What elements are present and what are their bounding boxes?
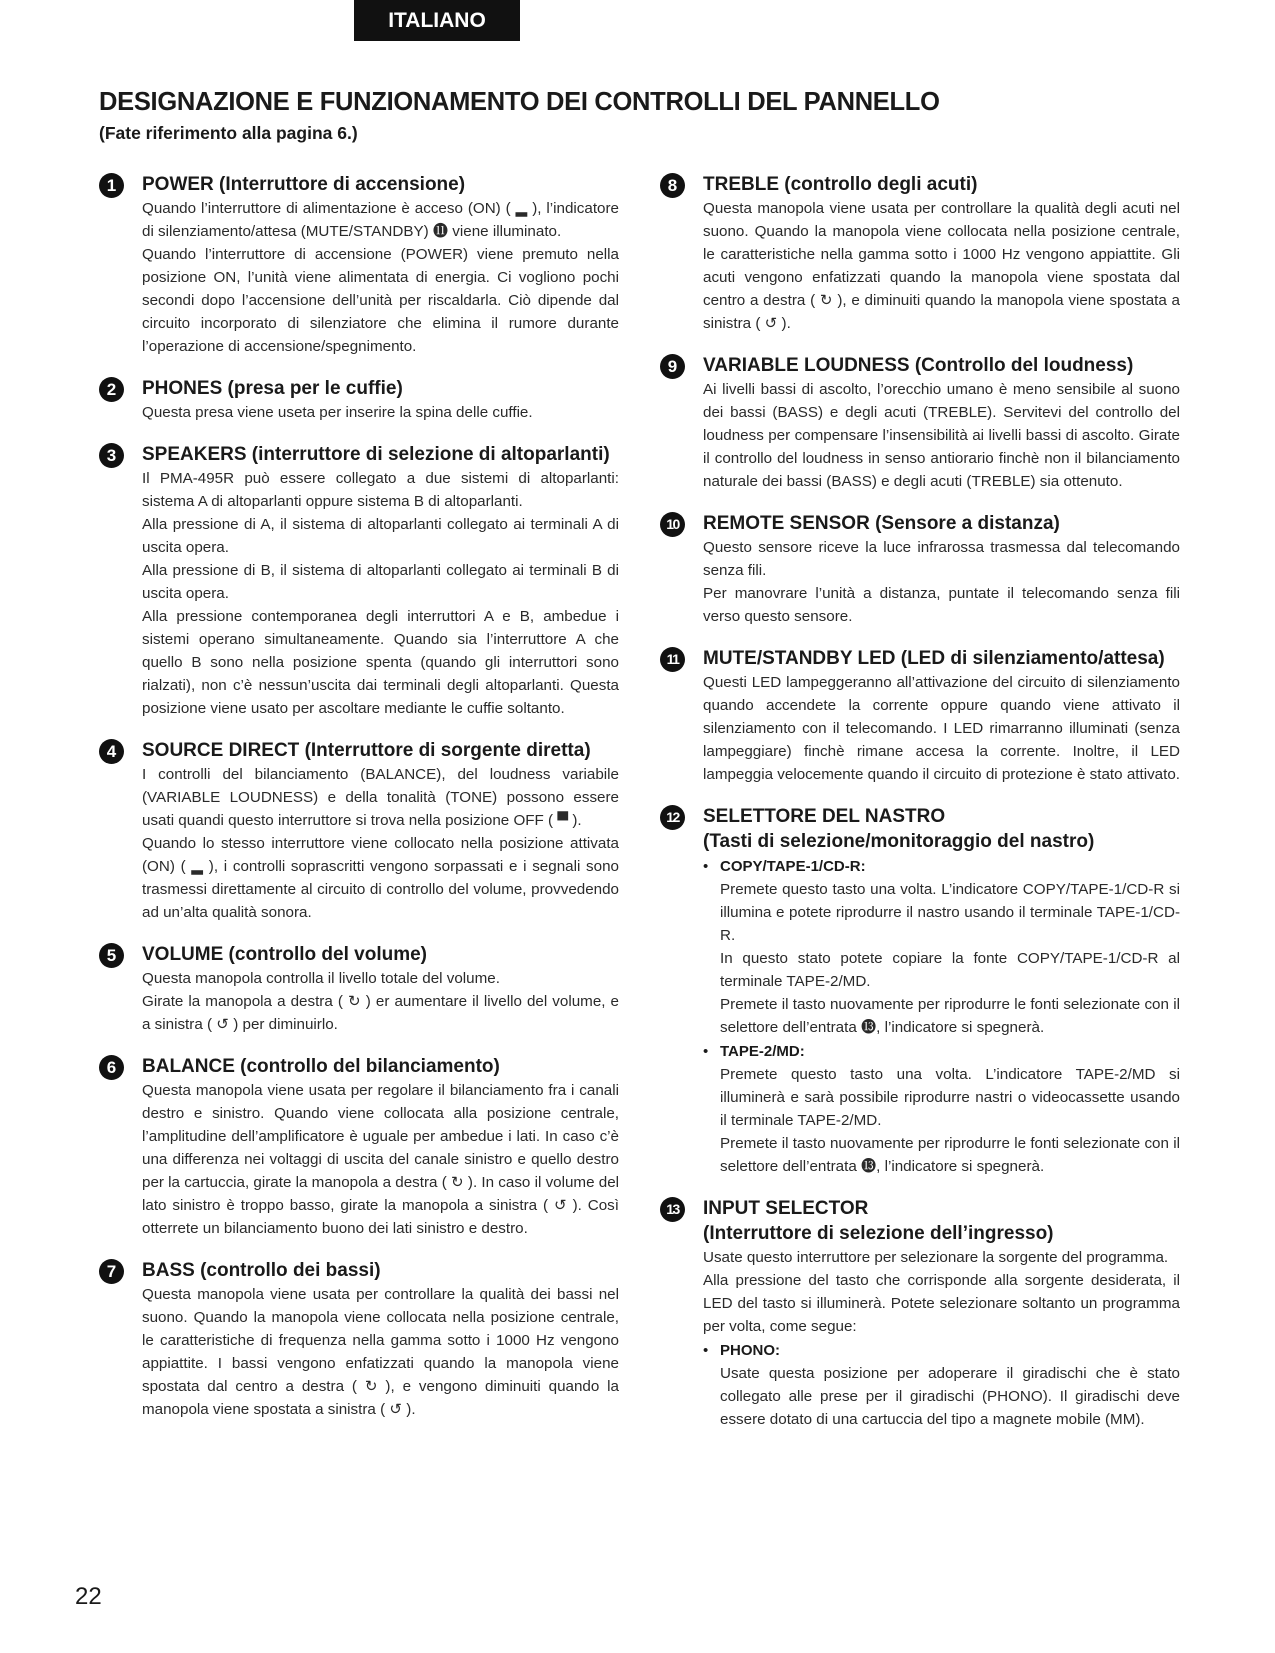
item-paragraph: Quando lo stesso interruttore viene collocato nella posizione attivata (ON) ( ▂ ), i controlli soprascritti vengono sorpassati e i segnali sono trasmessi direttamente al circuito di controllo del volume, provvedendo ad un’alta qualità sonora.	[142, 835, 619, 921]
bullet-item	[703, 855, 1180, 1039]
item-paragraph: Per manovrare l’unità a distanza, puntate il telecomando senza fili verso questo sensore.	[703, 585, 1180, 625]
page-number: 22	[75, 1583, 102, 1610]
item-number-badge: 1	[99, 173, 124, 198]
item-mute-standby-led	[660, 646, 1180, 786]
item-number-badge: 5	[99, 943, 124, 968]
item-number-badge: 11	[660, 647, 685, 672]
item-paragraph: Il PMA-495R può essere collegato a due sistemi di altoparlanti: sistema A di altoparlanti oppure sistema B di altoparlanti.	[142, 470, 619, 510]
item-paragraph: Usate questo interruttore per selezionare la sorgente del programma.	[703, 1249, 1169, 1266]
item-number-badge: 13	[660, 1197, 685, 1222]
item-number-badge: 12	[660, 805, 685, 830]
bullet-label: • COPY/TAPE-1/CD-R:	[720, 858, 866, 875]
bullet-item	[703, 1339, 1180, 1431]
item-input-selector	[660, 1196, 1180, 1431]
item-paragraph: Questi LED lampeggeranno all’attivazione del circuito di silenziamento quando accendete la corrente oppure quando viene attivato il silenziamento con il telecomando. I LED rimarranno illuminati (senza lampeggiare) finchè rimane accesa la corrente. Inoltre, il LED lampeggia velocemente quando il circuito di protezione è stato attivato.	[703, 674, 1181, 783]
item-speakers	[99, 442, 619, 720]
item-subtitle: (Tasti di selezione/monitoraggio del nastro)	[703, 831, 1095, 852]
item-balance	[99, 1054, 619, 1240]
item-source-direct	[99, 738, 619, 924]
page-title: DESIGNAZIONE E FUNZIONAMENTO DEI CONTROLLI DEL PANNELLO	[99, 88, 940, 116]
item-paragraph: Quando l’interruttore di accensione (POWER) viene premuto nella posizione ON, l’unità viene alimentata di energia. Ci vogliono pochi secondi dopo l’accensione dell’unità per riscaldarla. Ciò dipende dal circuito incorporato di silenziatore che elimina il rumore durante l’operazione di accensione/spegnimento.	[142, 246, 619, 355]
item-title: VOLUME (controllo del volume)	[142, 944, 428, 965]
bullet-paragraph: Premete questo tasto una volta. L’indicatore COPY/TAPE-1/CD-R si illumina e potete riprodurre il nastro usando il terminale TAPE-1/CD-R.	[720, 881, 1180, 944]
item-paragraph: Girate la manopola a destra ( ↻ ) er aumentare il livello del volume, e a sinistra ( ↺ ) per diminuirlo.	[142, 993, 619, 1033]
item-title: SELETTORE DEL NASTRO	[703, 806, 946, 827]
item-tape-selector	[660, 804, 1180, 1178]
item-paragraph: I controlli del bilanciamento (BALANCE), del loudness variabile (VARIABLE LOUDNESS) e della tonalità (TONE) possono essere usati quandi questo interruttore si trova nella posizione OFF ( ▀ ).	[142, 766, 619, 829]
item-title: MUTE/STANDBY LED (LED di silenziamento/attesa)	[703, 648, 1165, 669]
item-phones	[99, 376, 619, 424]
item-title: INPUT SELECTOR	[703, 1198, 869, 1219]
item-title: TREBLE (controllo degli acuti)	[703, 174, 978, 195]
bullet-paragraph: In questo stato potete copiare la fonte COPY/TAPE-1/CD-R al terminale TAPE-2/MD.	[720, 950, 1180, 990]
item-title: POWER (Interruttore di accensione)	[142, 174, 466, 195]
bullet-paragraph: Premete questo tasto una volta. L’indicatore TAPE-2/MD si illuminerà e sarà possibile riprodurre nastri o videocassette usando il terminale TAPE-2/MD.	[720, 1066, 1180, 1129]
bullet-paragraph: Premete il tasto nuovamente per riprodurre le fonti selezionate con il selettore dell’entrata ⓭, l’indicatore si spegnerà.	[720, 996, 1180, 1036]
item-paragraph: Alla pressione del tasto che corrisponde alla sorgente desiderata, il LED del tasto si illuminerà. Potete selezionare soltanto un programma per volta, come segue:	[703, 1272, 1180, 1335]
item-subtitle: (Interruttore di selezione dell’ingresso)	[703, 1223, 1054, 1244]
item-number-badge: 3	[99, 443, 124, 468]
item-title: SOURCE DIRECT (Interruttore di sorgente diretta)	[142, 740, 591, 761]
item-volume	[99, 942, 619, 1036]
item-number-badge: 9	[660, 354, 685, 379]
bullet-label: • TAPE-2/MD:	[720, 1043, 805, 1060]
item-paragraph: Questa manopola viene usata per regolare il bilanciamento fra i canali destro e sinistro. Quando viene collocata alla posizione centrale, l’amplitudine dell’amplificatore è uguale per ambedue i lati. In caso c’è una differenza nei voltaggi di uscita del canale sinistro e quello destro per la cartuccia, girate la manopola a destra ( ↻ ). In caso il volume del lato sinistro è troppo basso, girate la manopola a sinistra ( ↺ ). Così otterrete un bilanciamento buono dei lati sinistro e destro.	[142, 1082, 620, 1237]
item-title: PHONES (presa per le cuffie)	[142, 378, 403, 399]
item-paragraph: Alla pressione di B, il sistema di altoparlanti collegato ai terminali B di uscita opera.	[142, 562, 619, 602]
item-title: BASS (controllo dei bassi)	[142, 1260, 381, 1281]
item-paragraph: Questa manopola viene usata per controllare la qualità dei bassi nel suono. Quando la manopola viene collocata nella posizione centrale, le caratteristiche di frequenza nella gamma sotto i 1000 Hz vengono appiattite. I bassi vengono enfatizzati quando la manopola viene spostata dal centro a destra ( ↻ ), e vengono diminuiti quando la manopola viene spostata a sinistra ( ↺ ).	[142, 1286, 619, 1418]
page-subtitle: (Fate riferimento alla pagina 6.)	[99, 123, 358, 143]
language-tab: ITALIANO	[354, 0, 520, 41]
item-paragraph: Questa manopola viene usata per controllare la qualità degli acuti nel suono. Quando la manopola viene collocata nella posizione centrale, le caratteristiche nella gamma sotto i 1000 Hz vengono appiattite. Gli acuti vengono enfatizzati quando la manopola viene spostata dal centro a destra ( ↻ ), e diminuiti quando la manopola viene spostata a sinistra ( ↺ ).	[703, 200, 1180, 332]
item-treble	[660, 172, 1180, 335]
bullet-label: • PHONO:	[720, 1342, 780, 1359]
bullet-paragraph: Usate questa posizione per adoperare il giradischi che è stato collegato alle prese per il giradischi (PHONO). Il giradischi deve essere dotato di una cartuccia del tipo a magnete mobile (MM).	[720, 1365, 1180, 1428]
item-number-badge: 10	[660, 512, 685, 537]
item-remote-sensor	[660, 511, 1180, 628]
item-paragraph: Questo sensore riceve la luce infrarossa trasmessa dal telecomando senza fili.	[703, 539, 1180, 579]
item-paragraph: Alla pressione contemporanea degli interruttori A e B, ambedue i sistemi operano simultaneamente. Quando sia l’interruttore A che quello B sono nella posizione spenta (quando gli interruttori sono rialzati), non c’è nessun’uscita dai terminali degli altoparlanti. Questa posizione viene usato per ascoltare mediante le cuffie soltanto.	[142, 608, 619, 717]
right-column	[660, 172, 1180, 1449]
item-title: BALANCE (controllo del bilanciamento)	[142, 1056, 500, 1077]
item-bass	[99, 1258, 619, 1421]
item-paragraph: Questa presa viene useta per inserire la spina delle cuffie.	[142, 404, 533, 421]
item-number-badge: 7	[99, 1259, 124, 1284]
item-title: SPEAKERS (interruttore di selezione di altoparlanti)	[142, 444, 610, 465]
left-column	[99, 172, 619, 1439]
item-number-badge: 8	[660, 173, 685, 198]
item-title: REMOTE SENSOR (Sensore a distanza)	[703, 513, 1060, 534]
item-paragraph: Ai livelli bassi di ascolto, l’orecchio umano è meno sensibile al suono dei bassi (BASS) e degli acuti (TREBLE). Servitevi del controllo del loudness per compensare l’insensibilità ai livelli bassi di ascolto. Girate il controllo del loudness in senso antiorario finchè non il bilanciamento naturale dei bassi (BASS) e degli acuti (TREBLE) sia ottenuto.	[703, 381, 1180, 490]
item-power	[99, 172, 619, 358]
item-paragraph: Questa manopola controlla il livello totale del volume.	[142, 970, 500, 987]
bullet-item	[703, 1040, 1180, 1178]
item-number-badge: 6	[99, 1055, 124, 1080]
item-variable-loudness	[660, 353, 1180, 493]
item-paragraph: Alla pressione di A, il sistema di altoparlanti collegato ai terminali A di uscita opera.	[142, 516, 619, 556]
item-paragraph: Quando l’interruttore di alimentazione è acceso (ON) ( ▂ ), l’indicatore di silenziamento/attesa (MUTE/STANDBY) ⓫ viene illuminato.	[142, 200, 619, 240]
item-title: VARIABLE LOUDNESS (Controllo del loudness)	[703, 355, 1134, 376]
item-number-badge: 4	[99, 739, 124, 764]
item-number-badge: 2	[99, 377, 124, 402]
bullet-paragraph: Premete il tasto nuovamente per riprodurre le fonti selezionate con il selettore dell’entrata ⓭, l’indicatore si spegnerà.	[720, 1135, 1180, 1175]
